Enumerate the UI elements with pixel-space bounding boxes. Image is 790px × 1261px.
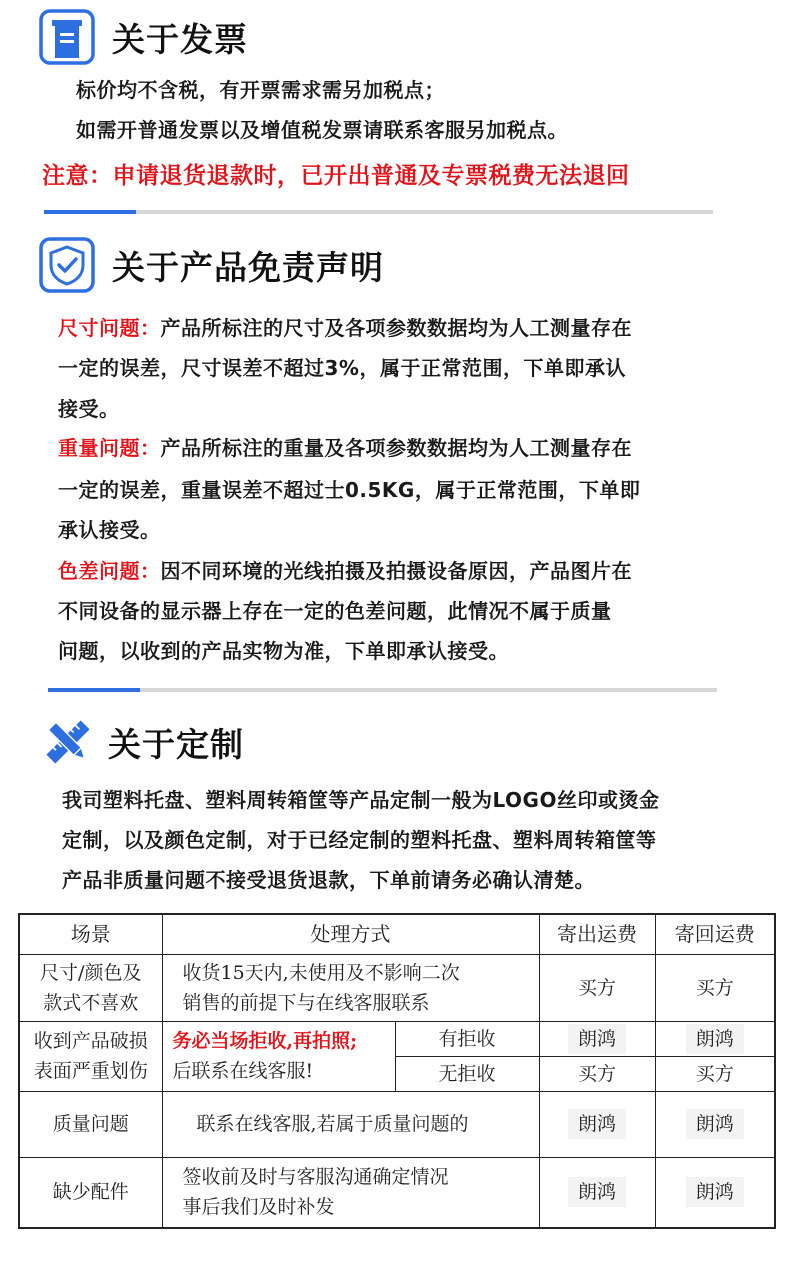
weight-issue-line-2: 一定的误差，重量误差不超过士0.5KG，属于正常范围，下单即 — [58, 478, 641, 502]
invoice-heading — [38, 8, 248, 66]
row2-method — [162, 1021, 395, 1091]
row2-sub-not-rejected-back: 买方 — [655, 1056, 775, 1091]
row1-ship-out-fee: 买方 — [539, 954, 655, 1021]
table-row — [19, 1021, 775, 1056]
invoice-line-2: 如需开普通发票以及增值税发票请联系客服另加税点。 — [76, 118, 568, 142]
table-row — [19, 954, 775, 1021]
table-row — [19, 1157, 775, 1228]
color-issue-text: 因不同环境的光线拍摄及拍摄设备原因，产品图片在 — [160, 559, 632, 583]
row1-return-fee: 买方 — [655, 954, 775, 1021]
size-issue-text: 产品所标注的尺寸及各项参数数据均为人工测量存在 — [160, 316, 632, 340]
table-header-row — [19, 914, 775, 954]
size-issue-line-1 — [58, 312, 632, 341]
row3-ship-out-fee: 朗鸿 — [539, 1091, 655, 1157]
invoice-notice: 注意：申请退货退款时，已开出普通及专票税费无法退回 — [42, 163, 630, 189]
header-ship-out-fee: 寄出运费 — [539, 914, 655, 954]
row2-sub-rejected-label: 有拒收 — [395, 1021, 539, 1056]
header-return-fee: 寄回运费 — [655, 914, 775, 954]
row1-scene: 尺寸/颜色及 款式不喜欢 — [19, 954, 162, 1021]
custom-line-2: 定制，以及颜色定制，对于已经定制的塑料托盘、塑料周转箱筐等 — [62, 828, 657, 852]
row1-method: 收货15天内,未使用及不影响二次 销售的前提下与在线客服联系 — [162, 954, 539, 1021]
disclaimer-heading — [38, 236, 384, 294]
size-issue-line-3: 接受。 — [58, 397, 120, 421]
color-issue-line-3: 问题，以收到的产品实物为准，下单即承认接受。 — [58, 639, 509, 663]
size-issue-label: 尺寸问题： — [58, 316, 161, 340]
size-issue-line-2: 一定的误差，尺寸误差不超过3%，属于正常范围，下单即承认 — [58, 356, 626, 380]
table-row — [19, 1091, 775, 1157]
row3-method: 联系在线客服,若属于质量问题的 — [162, 1091, 539, 1157]
shield-check-icon — [38, 236, 96, 294]
invoice-line-1: 标价均不含税，有开票需求需另加税点； — [76, 78, 445, 102]
section-divider-1 — [44, 210, 713, 214]
row2-scene: 收到产品破损 表面严重划伤 — [19, 1021, 162, 1091]
color-issue-label: 色差问题： — [58, 559, 161, 583]
invoice-icon — [38, 8, 96, 66]
row2-method-warning: 务必当场拒收,再拍照; — [172, 1030, 358, 1052]
color-issue-line-1 — [58, 555, 632, 584]
row2-method-text: 后联系在线客服! — [172, 1060, 314, 1082]
custom-title: 关于定制 — [108, 724, 244, 764]
ruler-pencil-icon — [42, 716, 94, 768]
row2-sub-not-rejected-out: 买方 — [539, 1056, 655, 1091]
custom-line-1: 我司塑料托盘、塑料周转箱筐等产品定制一般为LOGO丝印或烫金 — [62, 788, 660, 812]
weight-issue-line-1 — [58, 432, 632, 461]
row3-scene: 质量问题 — [19, 1091, 162, 1157]
weight-issue-label: 重量问题： — [58, 436, 161, 460]
row2-sub-rejected-out: 朗鸿 — [539, 1021, 655, 1056]
row4-return-fee: 朗鸿 — [655, 1157, 775, 1228]
row2-sub-not-rejected-label: 无拒收 — [395, 1056, 539, 1091]
weight-issue-line-3: 承认接受。 — [58, 518, 161, 542]
header-scene: 场景 — [19, 914, 162, 954]
row2-sub-rejected-back: 朗鸿 — [655, 1021, 775, 1056]
custom-heading — [42, 716, 244, 768]
row3-return-fee: 朗鸿 — [655, 1091, 775, 1157]
color-issue-line-2: 不同设备的显示器上存在一定的色差问题，此情况不属于质量 — [58, 599, 612, 623]
disclaimer-title: 关于产品免责声明 — [112, 247, 384, 287]
row4-ship-out-fee: 朗鸿 — [539, 1157, 655, 1228]
row4-scene: 缺少配件 — [19, 1157, 162, 1228]
row4-method: 签收前及时与客服沟通确定情况 事后我们及时补发 — [162, 1157, 539, 1228]
header-method: 处理方式 — [162, 914, 539, 954]
custom-line-3: 产品非质量问题不接受退货退款，下单前请务必确认清楚。 — [62, 868, 595, 892]
return-policy-table — [18, 913, 776, 1229]
section-divider-2 — [48, 688, 717, 692]
weight-issue-text: 产品所标注的重量及各项参数数据均为人工测量存在 — [160, 436, 632, 460]
invoice-title: 关于发票 — [112, 19, 248, 59]
